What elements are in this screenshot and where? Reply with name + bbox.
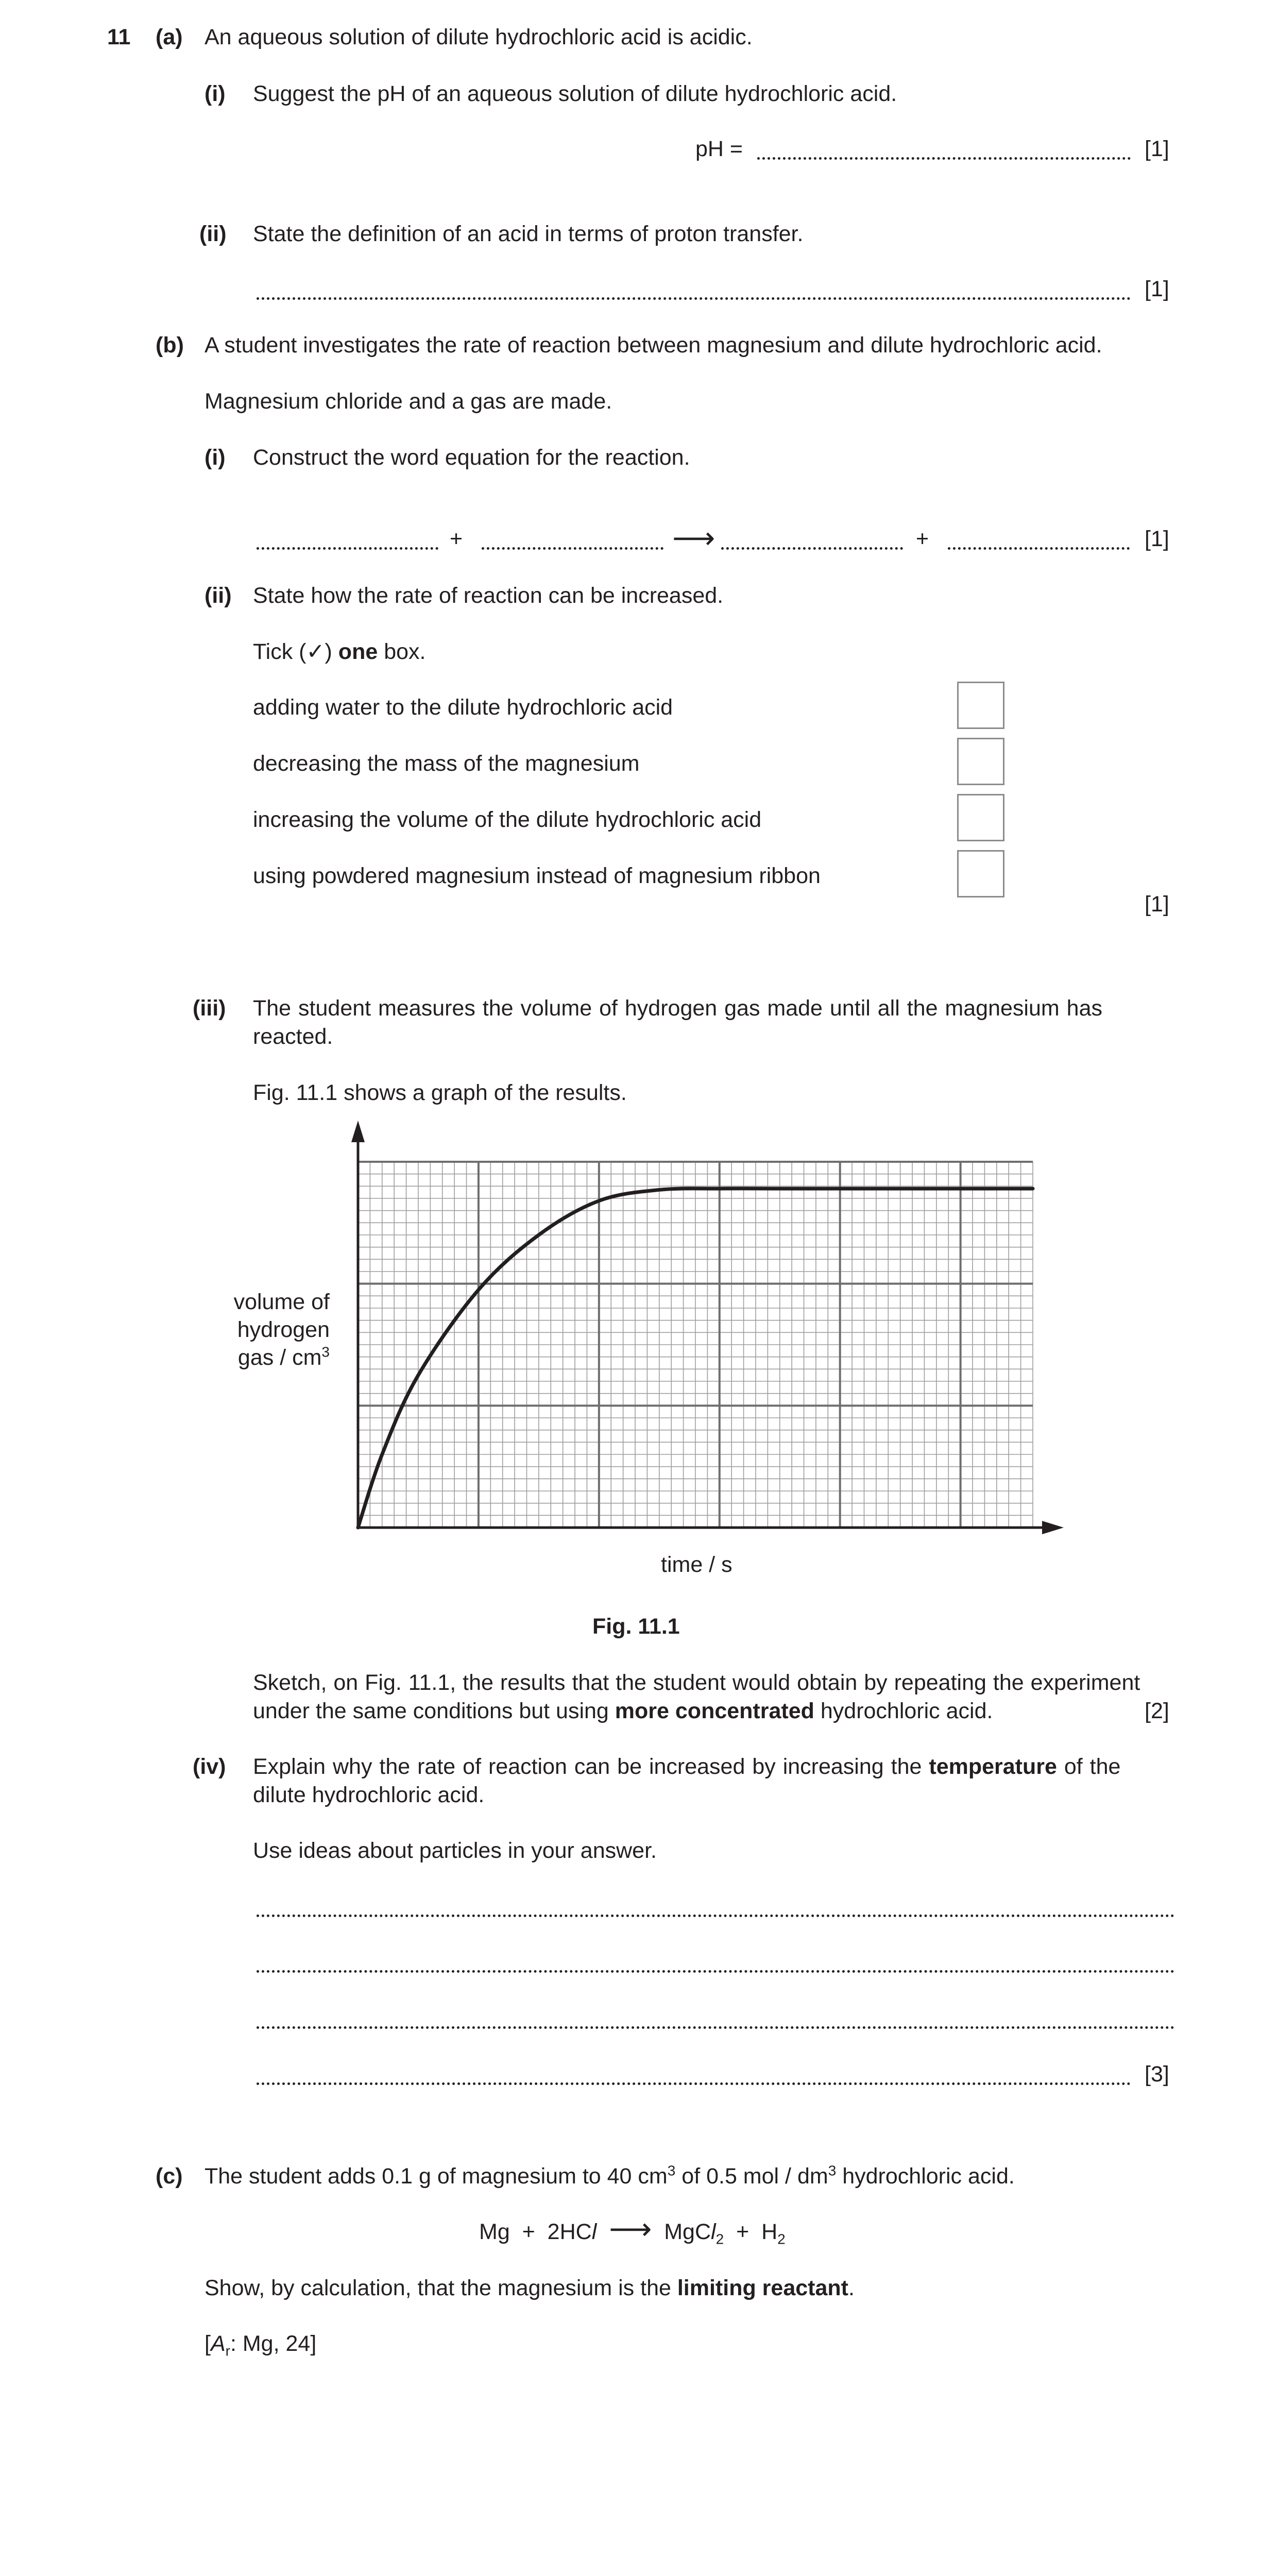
acid-definition-answer-line[interactable] <box>257 297 1131 300</box>
part-c-stem-pre: The student adds 0.1 g of magnesium to 40 cm <box>205 2164 668 2189</box>
y-axis-label-line-1: volume of <box>233 1290 330 1314</box>
part-c-show-bold: limiting reactant <box>677 2276 848 2300</box>
equation-arrow: ⟶ <box>672 521 715 555</box>
y-axis-label-unit: gas / cm <box>237 1345 322 1370</box>
part-b-ii-marks: [1] <box>1145 892 1169 917</box>
eq-plus-2: + <box>736 2219 749 2244</box>
part-b-ii-label: (ii) <box>205 583 232 608</box>
part-b-iii-marks: [2] <box>1145 1699 1169 1723</box>
ar-open: [ <box>205 2331 211 2356</box>
part-b-ii-text: State how the rate of reaction can be increased. <box>253 583 724 608</box>
sketch-instruction-pre: under the same conditions but using <box>253 1699 609 1723</box>
ph-answer-line[interactable] <box>757 157 1131 160</box>
eq-plus-1: + <box>522 2219 535 2244</box>
part-a-label: (a) <box>156 25 183 49</box>
part-b-i-label: (i) <box>205 445 226 470</box>
part-a-ii-text: State the definition of an acid in terms of proton transfer. <box>253 222 804 246</box>
eq-hcl-l: l <box>591 2219 597 2244</box>
grid-minor-lines <box>358 1162 1033 1528</box>
option-label-2: decreasing the mass of the magnesium <box>253 751 640 776</box>
part-a-i-text: Suggest the pH of an aqueous solution of dilute hydrochloric acid. <box>253 81 897 106</box>
eq-mg: Mg <box>479 2219 510 2244</box>
part-b-iv-line-1-post: of the <box>1064 1754 1121 1779</box>
y-axis-label-sup: 3 <box>321 1344 330 1360</box>
fig-11-1-graph[interactable] <box>330 1121 1071 1548</box>
tick-instruction-post: box. <box>384 639 426 664</box>
question-number: 11 <box>107 25 131 49</box>
ar-value: : Mg, 24] <box>230 2331 317 2356</box>
ph-answer-prefix: pH = <box>695 137 743 161</box>
relative-atomic-mass <box>205 2331 316 2357</box>
y-axis-arrowhead <box>351 1121 365 1142</box>
part-c-stem-sup-1: 3 <box>667 2162 676 2179</box>
tick-instruction-one: one <box>338 639 378 664</box>
part-b-iv-marks: [3] <box>1145 2062 1169 2087</box>
part-c-show <box>205 2276 855 2301</box>
part-a-i-marks: [1] <box>1145 137 1169 161</box>
part-b-i-marks: [1] <box>1145 527 1169 551</box>
option-checkbox-2[interactable] <box>957 738 1004 785</box>
part-b-iv-line-1-pre: Explain why the rate of reaction can be increased by increasing the <box>253 1754 922 1779</box>
part-a-stem: An aqueous solution of dilute hydrochloric acid is acidic. <box>205 25 753 49</box>
eq-mgcl: MgC <box>664 2219 711 2244</box>
part-b-iv-line-1-bold: temperature <box>929 1754 1057 1779</box>
part-c-stem <box>205 2164 1015 2189</box>
part-c-label: (c) <box>156 2164 183 2189</box>
eq-arrow: ⟶ <box>609 2212 652 2246</box>
part-a-ii-label: (ii) <box>199 222 227 246</box>
part-b-iii-text-line-1: The student measures the volume of hydrogen gas made until all the magnesium has <box>253 996 1102 1021</box>
tick-instruction-pre: Tick (✓) <box>253 639 332 664</box>
part-c-stem-mid: of 0.5 mol / dm <box>681 2164 828 2189</box>
eq-mgcl-sub: 2 <box>715 2231 724 2247</box>
part-a-ii-marks: [1] <box>1145 277 1169 301</box>
sketch-instruction-bold: more concentrated <box>615 1699 814 1723</box>
option-label-4: using powdered magnesium instead of magnesium ribbon <box>253 863 821 888</box>
eq-h-sub: 2 <box>777 2231 786 2247</box>
part-b-iv-line-1 <box>253 1754 1120 1780</box>
ar-sub: r <box>225 2343 230 2359</box>
ar-symbol: A <box>210 2331 226 2356</box>
part-b-iii-label: (iii) <box>193 996 226 1021</box>
part-a-i-label: (i) <box>205 81 226 106</box>
option-label-1: adding water to the dilute hydrochloric acid <box>253 695 673 720</box>
tick-instruction <box>253 639 425 665</box>
part-b-iv-line-2: dilute hydrochloric acid. <box>253 1783 485 1807</box>
sketch-instruction-post: hydrochloric acid. <box>820 1699 993 1723</box>
equation-product-2-line[interactable] <box>948 547 1130 550</box>
equation-plus-left: + <box>450 527 463 551</box>
x-axis-arrowhead <box>1042 1521 1064 1534</box>
y-axis-label-line-2: hydrogen <box>237 1317 330 1342</box>
explanation-answer-line-2[interactable] <box>257 1970 1174 1973</box>
option-checkbox-3[interactable] <box>957 794 1004 841</box>
equation-reactant-1-line[interactable] <box>257 547 438 550</box>
figure-caption: Fig. 11.1 <box>592 1614 680 1639</box>
part-b-iv-label: (iv) <box>193 1754 226 1779</box>
eq-h: H <box>761 2219 778 2244</box>
y-axis-label-line-3 <box>206 1344 330 1371</box>
eq-mgcl-l: l <box>711 2219 716 2244</box>
sketch-instruction-line-1: Sketch, on Fig. 11.1, the results that the student would obtain by repeating the experiment <box>253 1670 1140 1695</box>
option-label-3: increasing the volume of the dilute hydrochloric acid <box>253 807 762 832</box>
x-axis-label: time / s <box>661 1552 732 1577</box>
part-b-stem: A student investigates the rate of reaction between magnesium and dilute hydrochloric acid. <box>205 333 1102 358</box>
option-checkbox-4[interactable] <box>957 850 1004 897</box>
eq-hcl: 2HC <box>547 2219 592 2244</box>
part-b-stem-2: Magnesium chloride and a gas are made. <box>205 389 612 414</box>
part-b-label: (b) <box>156 333 184 358</box>
sketch-instruction-line-2 <box>253 1699 993 1724</box>
part-b-iv-hint: Use ideas about particles in your answer. <box>253 1838 657 1863</box>
part-c-show-post: . <box>848 2276 855 2300</box>
part-c-stem-post: hydrochloric acid. <box>842 2164 1015 2189</box>
explanation-answer-line-3[interactable] <box>257 2026 1174 2029</box>
equation-product-1-line[interactable] <box>721 547 903 550</box>
balanced-equation <box>479 2212 786 2247</box>
fig-intro: Fig. 11.1 shows a graph of the results. <box>253 1080 627 1105</box>
part-b-i-text: Construct the word equation for the reaction. <box>253 445 690 470</box>
explanation-answer-line-4[interactable] <box>257 2082 1131 2085</box>
equation-plus-right: + <box>916 527 929 551</box>
y-axis-label <box>206 1288 330 1371</box>
part-c-stem-sup-2: 3 <box>828 2162 837 2179</box>
option-checkbox-1[interactable] <box>957 682 1004 729</box>
explanation-answer-line-1[interactable] <box>257 1914 1174 1917</box>
equation-reactant-2-line[interactable] <box>482 547 663 550</box>
part-b-iii-text-line-2: reacted. <box>253 1024 333 1049</box>
part-c-show-pre: Show, by calculation, that the magnesium is the <box>205 2276 671 2300</box>
